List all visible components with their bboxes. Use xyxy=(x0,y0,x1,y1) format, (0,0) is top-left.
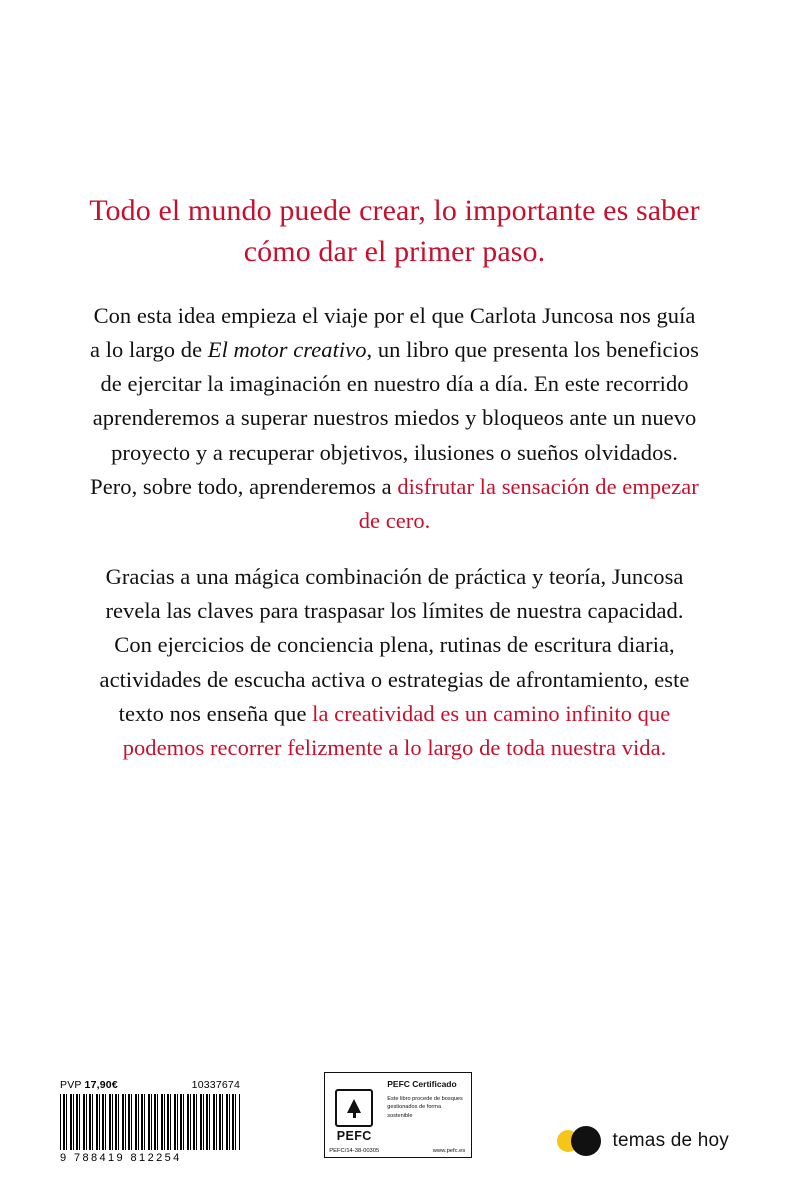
pefc-text-area xyxy=(383,1073,471,1157)
pefc-badge xyxy=(324,1072,472,1158)
tree-shape xyxy=(347,1099,361,1113)
barcode-top-row xyxy=(60,1079,240,1091)
paragraph-2-part-1: Gracias a una mágica combinación de práctica y teoría, Juncosa revela las claves para traspasar los límites de nuestra capacidad. Con ejercicios de conciencia plena, rutinas de escritura diaria, actividades de escucha activa o estrategias de afrontamiento, este texto nos enseña que xyxy=(99,564,690,726)
internal-code: 10337674 xyxy=(191,1079,240,1091)
pefc-certified-label: PEFC Certificado xyxy=(387,1079,457,1089)
footer xyxy=(0,1034,789,1164)
pefc-block xyxy=(324,1072,472,1164)
pefc-description: Este libro procede de bosques gestionados de forma sostenible xyxy=(387,1096,463,1119)
publisher-logo-icon xyxy=(557,1126,601,1156)
blurb-paragraph-1 xyxy=(88,299,701,538)
paragraph-2-highlight: la creatividad es un camino infinito que podemos recorrer felizmente a lo largo de toda nuestra vida. xyxy=(122,700,671,761)
blurb-paragraph-2 xyxy=(88,560,701,765)
book-title-italic: El motor creativo xyxy=(207,336,367,362)
publisher-logo xyxy=(557,1126,729,1156)
barcode-block xyxy=(60,1079,240,1164)
isbn-digits: 9 788419 812254 xyxy=(60,1152,182,1164)
paragraph-1-part-1: Con esta idea empieza el viaje por el que Carlota Juncosa nos guía a lo largo de xyxy=(90,302,696,362)
publisher-name: temas de hoy xyxy=(612,1130,729,1151)
pefc-url[interactable]: www.pefc.es xyxy=(432,1148,466,1154)
pefc-code-row xyxy=(324,1148,470,1154)
pefc-brand: PEFC xyxy=(336,1128,372,1143)
tree-icon xyxy=(335,1089,373,1127)
pefc-logo xyxy=(325,1073,383,1157)
paragraph-1-part-2: , un libro que presenta los beneficios de ejercitar la imaginación en nuestro día a día. En este recorrido aprenderemos a superar nuestros miedos y bloqueos ante un nuevo proyecto y a recuperar objetivos, ilusiones o sueños olvidados. Pero, sobre todo, aprenderemos a xyxy=(90,336,699,499)
barcode-bars xyxy=(60,1094,240,1150)
pefc-code: PEFC/14-38-00305 xyxy=(329,1148,380,1154)
headline: Todo el mundo puede crear, lo importante es saber cómo dar el primer paso. xyxy=(89,194,700,269)
logo-black-circle xyxy=(571,1126,601,1156)
pvp-price: 17,90€ xyxy=(84,1079,118,1091)
pvp-text: PVP xyxy=(60,1079,82,1091)
price-label xyxy=(60,1079,118,1091)
paragraph-1-highlight: disfrutar la sensación de empezar de cero. xyxy=(358,473,699,533)
